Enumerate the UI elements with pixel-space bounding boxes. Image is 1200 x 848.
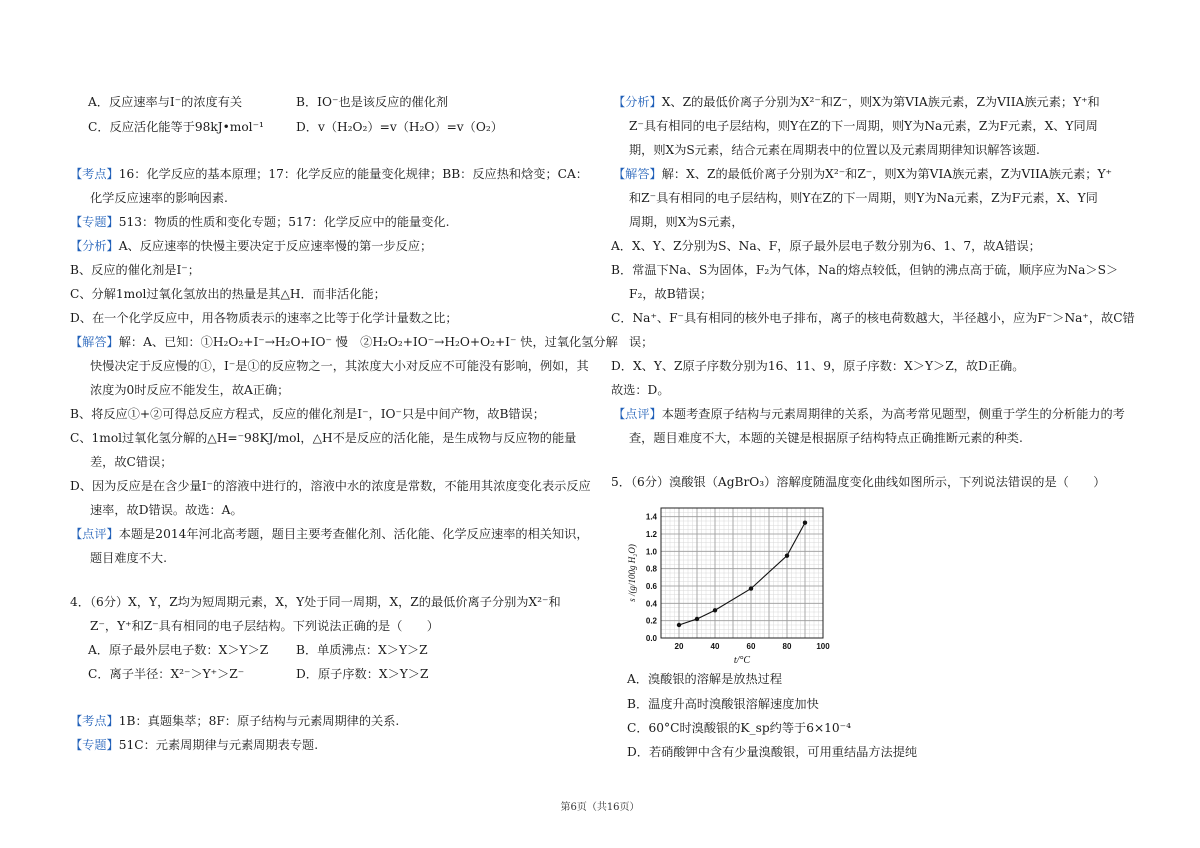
line-text: 周期，则X为S元素， [629,215,744,229]
line-text: A．X、Y、Z分别为S、Na、F，原子最外层电子数分别为6、1、7，故A错误； [611,239,1041,253]
y-tick-label: 0.6 [645,582,657,591]
text-line [90,188,228,208]
text-line [70,212,449,232]
line-text: B．IO⁻也是该反应的催化剂 [296,95,449,109]
line-text: A．原子最外层电子数：X＞Y＞Z [88,643,269,657]
text-line [88,117,264,137]
text-line [70,308,458,328]
line-text: Z⁻，Y⁺和Z⁻具有相同的电子层结构。下列说法正确的是（ ） [90,619,439,633]
x-axis-label: t/°C [733,655,751,666]
text-line [613,404,1125,424]
line-text: 查，题目难度不大，本题的关键是根据原子结构特点正确推断元素的种类. [629,431,1023,445]
text-line [70,284,386,304]
section-tag: 【点评】 [613,407,662,421]
line-text: B．常温下Na、S为固体，F₂为气体，Na的熔点较低，但钠的沸点高于硫，顺序应为Na＞S＞ [611,263,1119,277]
line-text: 51C：元素周期律与元素周期表专题. [118,738,319,752]
line-text: 差，故C错误； [90,455,173,469]
line-text: C．离子半径：X²⁻＞Y⁺＞Z⁻ [88,667,245,681]
data-point [803,521,807,525]
line-text: 快慢决定于反应慢的①，I⁻是①的反应物之一，其浓度大小对反应不可能没有影响，例如，其 [90,359,589,373]
text-line [70,711,399,731]
data-point [749,586,753,590]
line-text: C．反应活化能等于98kJ•mol⁻¹ [88,120,264,134]
text-line [88,92,242,112]
text-line [296,92,448,112]
line-text: 本题考查原子结构与元素周期律的关系，为高考常见题型，侧重于学生的分析能力的考 [661,407,1125,421]
line-text: 和Z⁻具有相同的电子层结构，则Y在Z的下一周期，则Y为Na元素，Z为F元素，X、Y同 [629,191,1098,205]
text-line [296,640,428,660]
section-tag: 【专题】 [70,738,119,752]
line-text: 期，则X为S元素，结合元素在周期表中的位置以及元素周期律知识解答该题. [629,143,1040,157]
line-text: B、反应的催化剂是I⁻； [70,263,200,277]
y-tick-label: 0.2 [645,616,657,626]
section-tag: 【解答】 [70,335,119,349]
text-line [627,669,782,689]
line-text: C．60°C时溴酸银的K_sp约等于6×10⁻⁴ [627,721,851,735]
line-text: A．溴酸银的溶解是放热过程 [627,672,783,686]
text-line [611,472,1105,492]
text-line [70,164,588,184]
line-text: F₂，故B错误； [629,287,713,301]
line-text: 浓度为0时反应不能发生，故A正确； [90,383,290,397]
line-text: 解：A、已知：①H₂O₂+I⁻→H₂O+IO⁻ 慢 ②H₂O₂+IO⁻→H₂O+O₂+I⁻ 快，过氧化氢分解 [118,335,618,349]
line-text: 1B：真题集萃；8F：原子结构与元素周期律的关系. [118,714,400,728]
data-point [713,608,717,612]
data-point [785,553,789,557]
line-text: D．若硝酸钾中含有少量溴酸银，可用重结晶方法提纯 [627,745,918,759]
section-tag: 【分析】 [70,239,119,253]
text-line [90,616,439,636]
line-text: C、1mol过氧化氢分解的△H=⁻98KJ/mol，△H不是反应的活化能，是生成物与反应物的能量 [70,431,577,445]
x-tick-label: 100 [816,642,830,651]
text-line [88,640,268,660]
data-point [695,617,699,621]
line-text: D．v（H₂O₂）=v（H₂O）=v（O₂） [296,120,503,134]
text-line [70,260,200,280]
line-text: 题目难度不大. [90,551,167,565]
text-line [90,452,172,472]
text-line [90,380,289,400]
line-text: 513：物质的性质和变化专题；517：化学反应中的能量变化. [118,215,450,229]
section-tag: 【点评】 [70,527,119,541]
text-line [629,188,1098,208]
text-line [70,524,589,544]
section-tag: 【解答】 [613,167,662,181]
line-text: 故选：D。 [611,383,670,397]
line-text: Z⁻具有相同的电子层结构，则Y在Z的下一周期，则Y为Na元素，Z为F元素，X、Y同周 [629,119,1098,133]
text-line [627,718,851,738]
text-line [611,308,1135,328]
y-tick-label: 1.2 [645,530,657,539]
text-line [611,260,1118,280]
line-text: C．Na⁺、F⁻具有相同的核外电子排布，离子的核电荷数越大，半径越小，应为F⁻＞Na⁺，故C错 [611,311,1135,325]
text-line [296,117,503,137]
line-text: A、反应速率的快慢主要决定于反应速率慢的第一步反应； [118,239,433,253]
line-text: 本题是2014年河北高考题，题目主要考查催化剂、活化能、化学反应速率的相关知识， [118,527,589,541]
y-tick-label: 1.4 [645,512,657,522]
line-text: B、将反应①+②可得总反应方程式，反应的催化剂是I⁻，IO⁻只是中间产物，故B错误； [70,407,545,421]
text-line [90,500,243,520]
text-line [70,428,576,448]
line-text: 16：化学反应的基本原理；17：化学反应的能量变化规律；BB：反应热和焓变；CA： [118,167,588,181]
text-line [611,380,670,400]
line-text: D、因为反应是在含少量I⁻的溶液中进行的，溶液中水的浓度是常数，不能用其浓度变化表示反应 [70,479,591,493]
line-text: D、在一个化学反应中，用各物质表示的速率之比等于化学计量数之比； [70,311,458,325]
line-text: A．反应速率与I⁻的浓度有关 [88,95,243,109]
text-line [629,428,1023,448]
text-line [629,332,653,352]
x-tick-label: 60 [746,642,756,651]
solubility-chart [623,500,838,668]
y-tick-label: 0.4 [645,599,657,609]
line-text: B．温度升高时溴酸银溶解速度加快 [627,697,819,711]
y-tick-label: 0.8 [645,564,657,574]
text-line [70,404,545,424]
section-tag: 【专题】 [70,215,119,229]
section-tag: 【考点】 [70,714,119,728]
text-line [629,140,1040,160]
line-text: 误； [629,335,654,349]
text-line [90,356,589,376]
line-text: D．原子序数：X＞Y＞Z [296,667,429,681]
text-line [70,332,618,352]
text-line [296,664,428,684]
text-line [90,548,167,568]
section-tag: 【考点】 [70,167,119,181]
line-text: 解：X、Z的最低价离子分别为X²⁻和Z⁻，则X为第VIA族元素，Z为VIIA族元素；Y⁺ [661,167,1112,181]
text-line [627,694,819,714]
x-tick-label: 40 [710,642,720,651]
text-line [70,476,591,496]
text-line [70,592,561,612]
text-line [70,236,432,256]
text-line [613,92,1100,112]
section-tag: 【分析】 [613,95,662,109]
text-line [611,356,1024,376]
x-tick-label: 80 [782,642,792,651]
text-line [629,212,744,232]
line-text: 4．（6分）X，Y，Z均为短周期元素，X，Y处于同一周期，X，Z的最低价离子分别为X²⁻和 [70,595,561,609]
text-line [611,236,1041,256]
text-line [88,664,244,684]
page-footer: 第6页（共16页） [560,802,640,813]
x-tick-label: 20 [674,642,684,651]
line-text: B．单质沸点：X＞Y＞Z [296,643,428,657]
line-text: 化学反应速率的影响因素. [90,191,228,205]
line-text: 速率，故D错误。故选：A。 [90,503,243,517]
data-point [677,623,681,627]
line-text: X、Z的最低价离子分别为X²⁻和Z⁻，则X为第VIA族元素，Z为VIIA族元素；Y⁺和 [661,95,1100,109]
text-line [629,284,712,304]
y-tick-label: 0.0 [645,634,657,643]
line-text: 5．（6分）溴酸银（AgBrO₃）溶解度随温度变化曲线如图所示，下列说法错误的是（ ） [611,475,1106,489]
text-line [613,164,1112,184]
line-text: C、分解1mol过氧化氢放出的热量是其△H．而非活化能； [70,287,386,301]
y-tick-label: 1.0 [645,547,657,557]
text-line [629,116,1098,136]
solubility-chart-svg [623,500,838,668]
line-text: D．X、Y、Z原子序数分别为16、11、9，原子序数：X＞Y＞Z，故D正确。 [611,359,1025,373]
y-axis-label: s /(g/100g H₂O) [627,544,637,602]
text-line [70,735,318,755]
text-line [627,742,917,762]
